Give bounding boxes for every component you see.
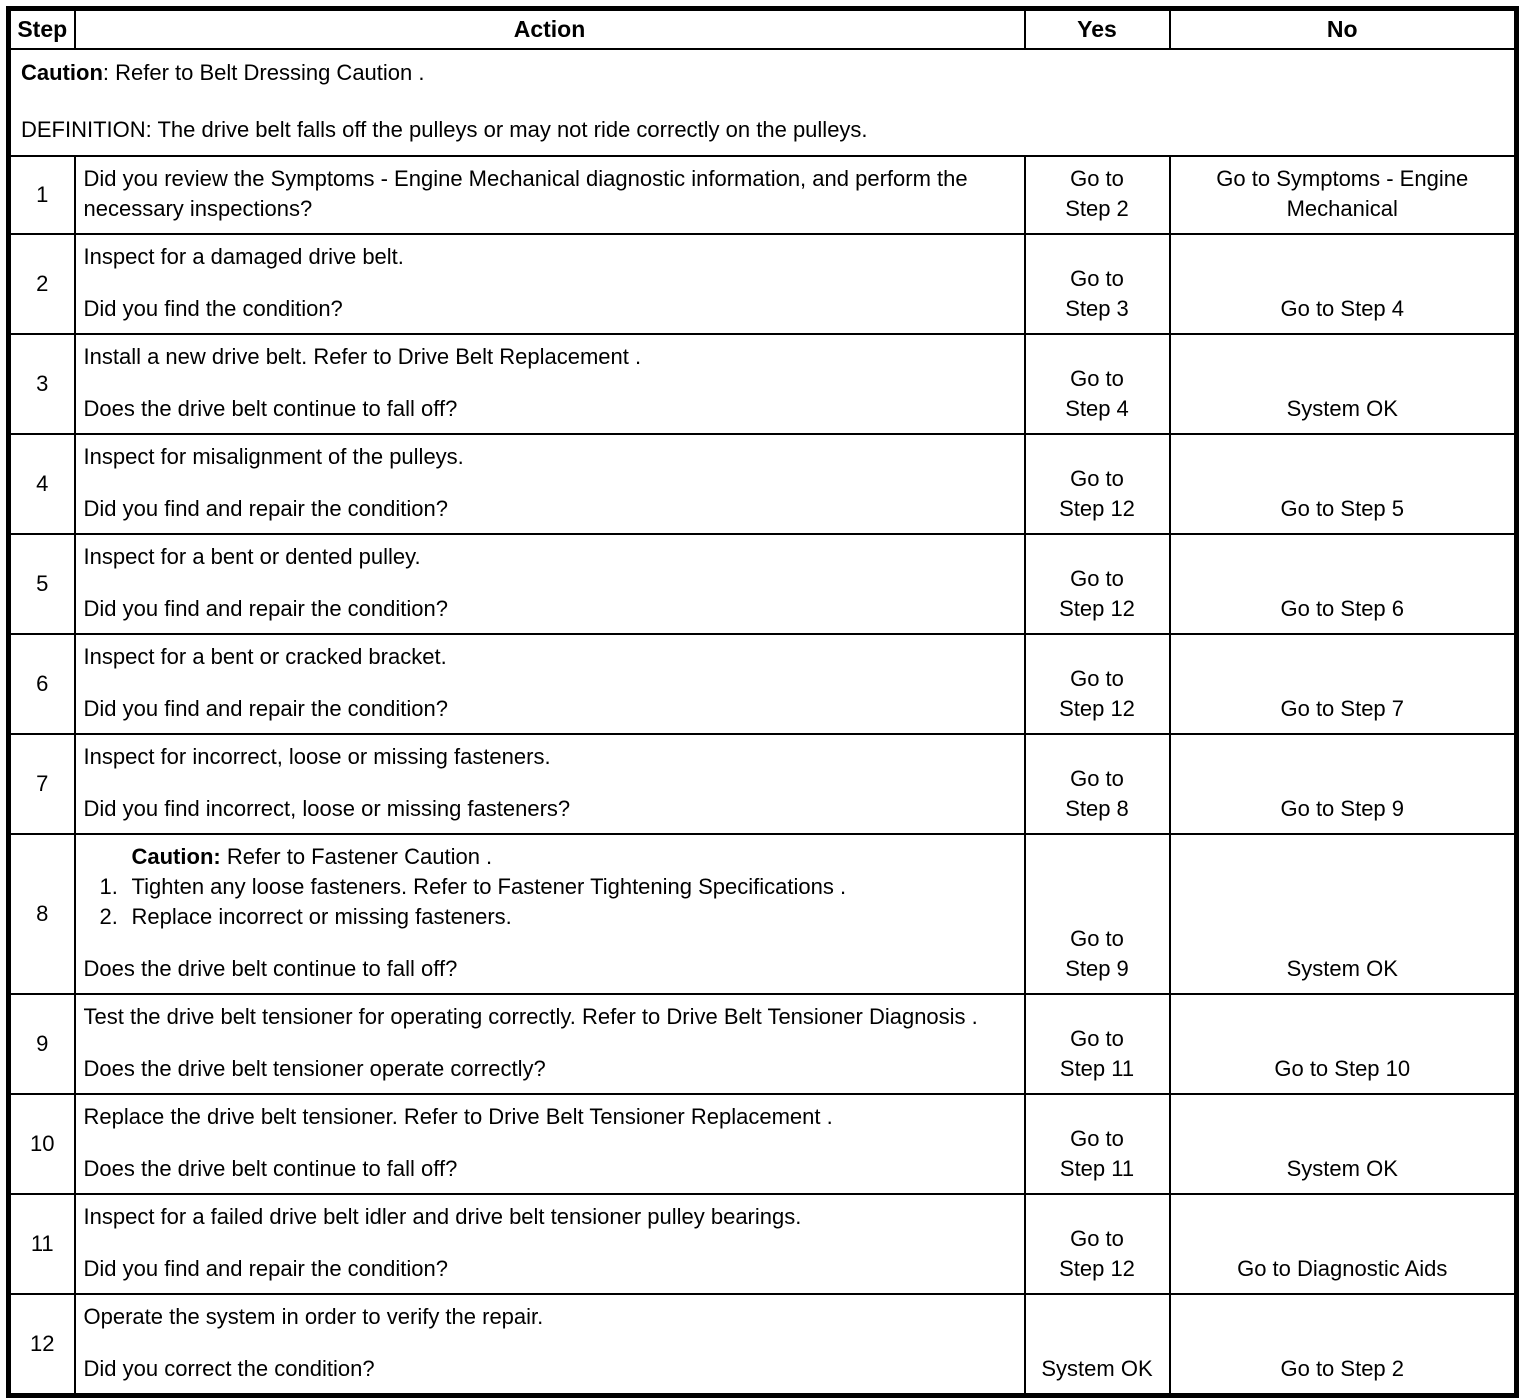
no-cell: Go to Symptoms - Engine Mechanical	[1170, 156, 1517, 234]
step-number: 9	[9, 994, 75, 1094]
caution-note	[21, 58, 1504, 88]
table-row	[9, 1194, 1517, 1294]
step-number: 3	[9, 334, 75, 434]
no-cell: Go to Step 2	[1170, 1294, 1517, 1396]
col-header-no: No	[1170, 9, 1517, 49]
action-instruction: Inspect for a failed drive belt idler and drive belt tensioner pulley bearings.	[83, 1203, 802, 1229]
action-cell	[75, 434, 1025, 534]
table-row	[9, 634, 1517, 734]
step-number: 10	[9, 1094, 75, 1194]
action-question: Did you find and repair the condition?	[83, 695, 448, 721]
step-number: 4	[9, 434, 75, 534]
no-cell: Go to Step 6	[1170, 534, 1517, 634]
step-number: 5	[9, 534, 75, 634]
step-number: 6	[9, 634, 75, 734]
yes-cell: Go to Step 12	[1025, 1194, 1170, 1294]
no-cell: Go to Step 4	[1170, 234, 1517, 334]
caution-definition-cell	[9, 49, 1517, 156]
diagnostic-table	[6, 6, 1519, 1398]
action-question: Did you find and repair the condition?	[83, 495, 448, 521]
action-instruction: Inspect for a bent or cracked bracket.	[83, 643, 447, 669]
table-row	[9, 994, 1517, 1094]
action-question: Does the drive belt continue to fall off?	[83, 395, 458, 421]
step-number: 12	[9, 1294, 75, 1396]
no-cell: Go to Step 10	[1170, 994, 1517, 1094]
yes-cell: Go to Step 2	[1025, 156, 1170, 234]
yes-cell: Go to Step 9	[1025, 834, 1170, 994]
action-question: Does the drive belt continue to fall off?	[83, 955, 458, 981]
action-instruction: Inspect for a bent or dented pulley.	[83, 543, 421, 569]
action-cell	[75, 1094, 1025, 1194]
yes-cell: Go to Step 8	[1025, 734, 1170, 834]
table-row	[9, 534, 1517, 634]
action-instruction: Replace the drive belt tensioner. Refer to Drive Belt Tensioner Replacement .	[83, 1103, 833, 1129]
no-cell: System OK	[1170, 834, 1517, 994]
action-instruction: Inspect for misalignment of the pulleys.	[83, 443, 464, 469]
action-list-item: 1. Tighten any loose fasteners. Refer to Fastener Tightening Specifications .	[99, 873, 847, 899]
action-question: Does the drive belt tensioner operate correctly?	[83, 1055, 546, 1081]
yes-cell: System OK	[1025, 1294, 1170, 1396]
action-cell	[75, 1194, 1025, 1294]
yes-cell: Go to Step 11	[1025, 1094, 1170, 1194]
yes-cell: Go to Step 4	[1025, 334, 1170, 434]
no-cell: Go to Step 9	[1170, 734, 1517, 834]
action-instruction: Inspect for incorrect, loose or missing fasteners.	[83, 743, 551, 769]
no-cell: Go to Step 7	[1170, 634, 1517, 734]
action-instruction: Install a new drive belt. Refer to Drive Belt Replacement .	[83, 343, 642, 369]
action-question: Did you find the condition?	[83, 295, 343, 321]
action-cell	[75, 994, 1025, 1094]
step-number: 1	[9, 156, 75, 234]
action-cell	[75, 156, 1025, 234]
action-cell	[75, 234, 1025, 334]
action-question: Did you find incorrect, loose or missing fasteners?	[83, 795, 571, 821]
action-cell	[75, 734, 1025, 834]
action-instruction: Inspect for a damaged drive belt.	[83, 243, 404, 269]
step-number: 11	[9, 1194, 75, 1294]
table-row	[9, 1094, 1517, 1194]
yes-cell: Go to Step 12	[1025, 634, 1170, 734]
action-instruction: Did you review the Symptoms - Engine Mechanical diagnostic information, and perform the necessary inspections?	[83, 165, 968, 221]
action-question: Did you find and repair the condition?	[83, 595, 448, 621]
col-header-step: Step	[9, 9, 75, 49]
action-question: Did you correct the condition?	[83, 1355, 375, 1381]
table-row	[9, 234, 1517, 334]
table-body	[9, 156, 1517, 1396]
no-cell: Go to Step 5	[1170, 434, 1517, 534]
caution-definition-row	[9, 49, 1517, 156]
table-row	[9, 734, 1517, 834]
no-cell: System OK	[1170, 334, 1517, 434]
action-question: Does the drive belt continue to fall off?	[83, 1155, 458, 1181]
action-cell	[75, 634, 1025, 734]
step-number: 7	[9, 734, 75, 834]
yes-cell: Go to Step 3	[1025, 234, 1170, 334]
table-row	[9, 834, 1517, 994]
yes-cell: Go to Step 12	[1025, 534, 1170, 634]
step-number: 2	[9, 234, 75, 334]
table-row	[9, 156, 1517, 234]
no-cell: System OK	[1170, 1094, 1517, 1194]
action-instruction: Operate the system in order to verify the repair.	[83, 1303, 544, 1329]
action-instruction: Test the drive belt tensioner for operating correctly. Refer to Drive Belt Tensioner Diagnosis .	[83, 1003, 978, 1029]
yes-cell: Go to Step 12	[1025, 434, 1170, 534]
step-number: 8	[9, 834, 75, 994]
caution-note: Caution: Refer to Fastener Caution .	[131, 843, 493, 869]
table-row	[9, 434, 1517, 534]
table-row	[9, 334, 1517, 434]
yes-cell: Go to Step 11	[1025, 994, 1170, 1094]
action-cell	[75, 1294, 1025, 1396]
header-row	[9, 9, 1517, 49]
action-list-item: 2. Replace incorrect or missing fasteners.	[99, 903, 512, 929]
action-question: Did you find and repair the condition?	[83, 1255, 448, 1281]
table-row	[9, 1294, 1517, 1396]
action-cell	[75, 334, 1025, 434]
action-cell	[75, 834, 1025, 994]
col-header-action: Action	[75, 9, 1025, 49]
action-cell	[75, 534, 1025, 634]
no-cell: Go to Diagnostic Aids	[1170, 1194, 1517, 1294]
col-header-yes: Yes	[1025, 9, 1170, 49]
caution-text: : Refer to Belt Dressing Caution .	[102, 59, 425, 85]
caution-label: Caution	[21, 59, 103, 85]
definition-text: DEFINITION: The drive belt falls off the pulleys or may not ride correctly on the pulleys.	[21, 116, 868, 142]
